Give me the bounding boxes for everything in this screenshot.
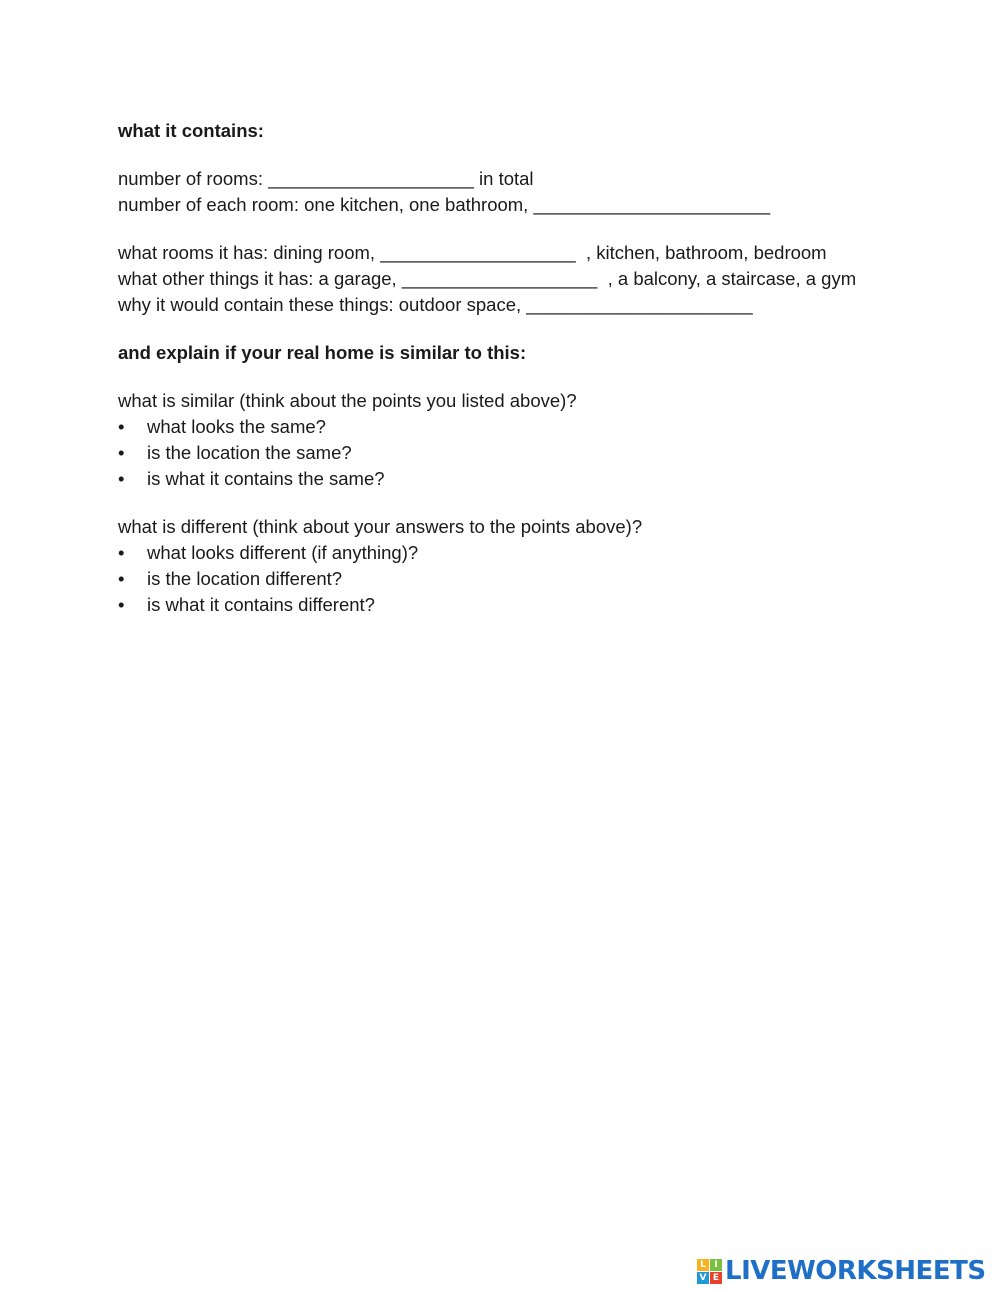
rooms-each-line: number of each room: one kitchen, one bathroom, _______________________ — [118, 194, 771, 215]
bullet-icon: • — [118, 594, 125, 615]
rooms-number-line: number of rooms: ____________________ in total — [118, 168, 534, 189]
logo-letter: I — [710, 1259, 722, 1271]
other-things-line: what other things it has: a garage, ___________________ , a balcony, a staircase, a gym — [118, 268, 857, 289]
logo-letter: E — [710, 1272, 722, 1284]
bullet-icon: • — [118, 568, 125, 589]
logo-letter: V — [697, 1272, 709, 1284]
different-list — [118, 540, 918, 618]
why-contain-line: why it would contain these things: outdoor space, ______________________ — [118, 294, 753, 315]
bullet-icon: • — [118, 542, 125, 563]
list-item: • is the location the same? — [118, 440, 918, 466]
rooms-it-has-line: what rooms it has: dining room, ___________________ , kitchen, bathroom, bedroom — [118, 242, 827, 263]
different-question: what is different (think about your answers to the points above)? — [118, 516, 643, 537]
similar-question: what is similar (think about the points you listed above)? — [118, 390, 577, 411]
bullet-icon: • — [118, 468, 125, 489]
contains-heading: what it contains: — [118, 120, 264, 141]
bullet-icon: • — [118, 416, 125, 437]
list-item: • is what it contains different? — [118, 592, 918, 618]
similar-list — [118, 414, 918, 492]
logo-letter: L — [697, 1259, 709, 1271]
liveworksheets-logo[interactable] — [697, 1257, 986, 1285]
list-item: • is the location different? — [118, 566, 918, 592]
bullet-icon: • — [118, 442, 125, 463]
list-item: • what looks different (if anything)? — [118, 540, 918, 566]
logo-mark-icon — [697, 1259, 722, 1284]
worksheet-page — [118, 118, 918, 618]
logo-text: LIVEWORKSHEETS — [725, 1256, 986, 1286]
explain-heading: and explain if your real home is similar to this: — [118, 342, 527, 363]
list-item: • what looks the same? — [118, 414, 918, 440]
list-item: • is what it contains the same? — [118, 466, 918, 492]
